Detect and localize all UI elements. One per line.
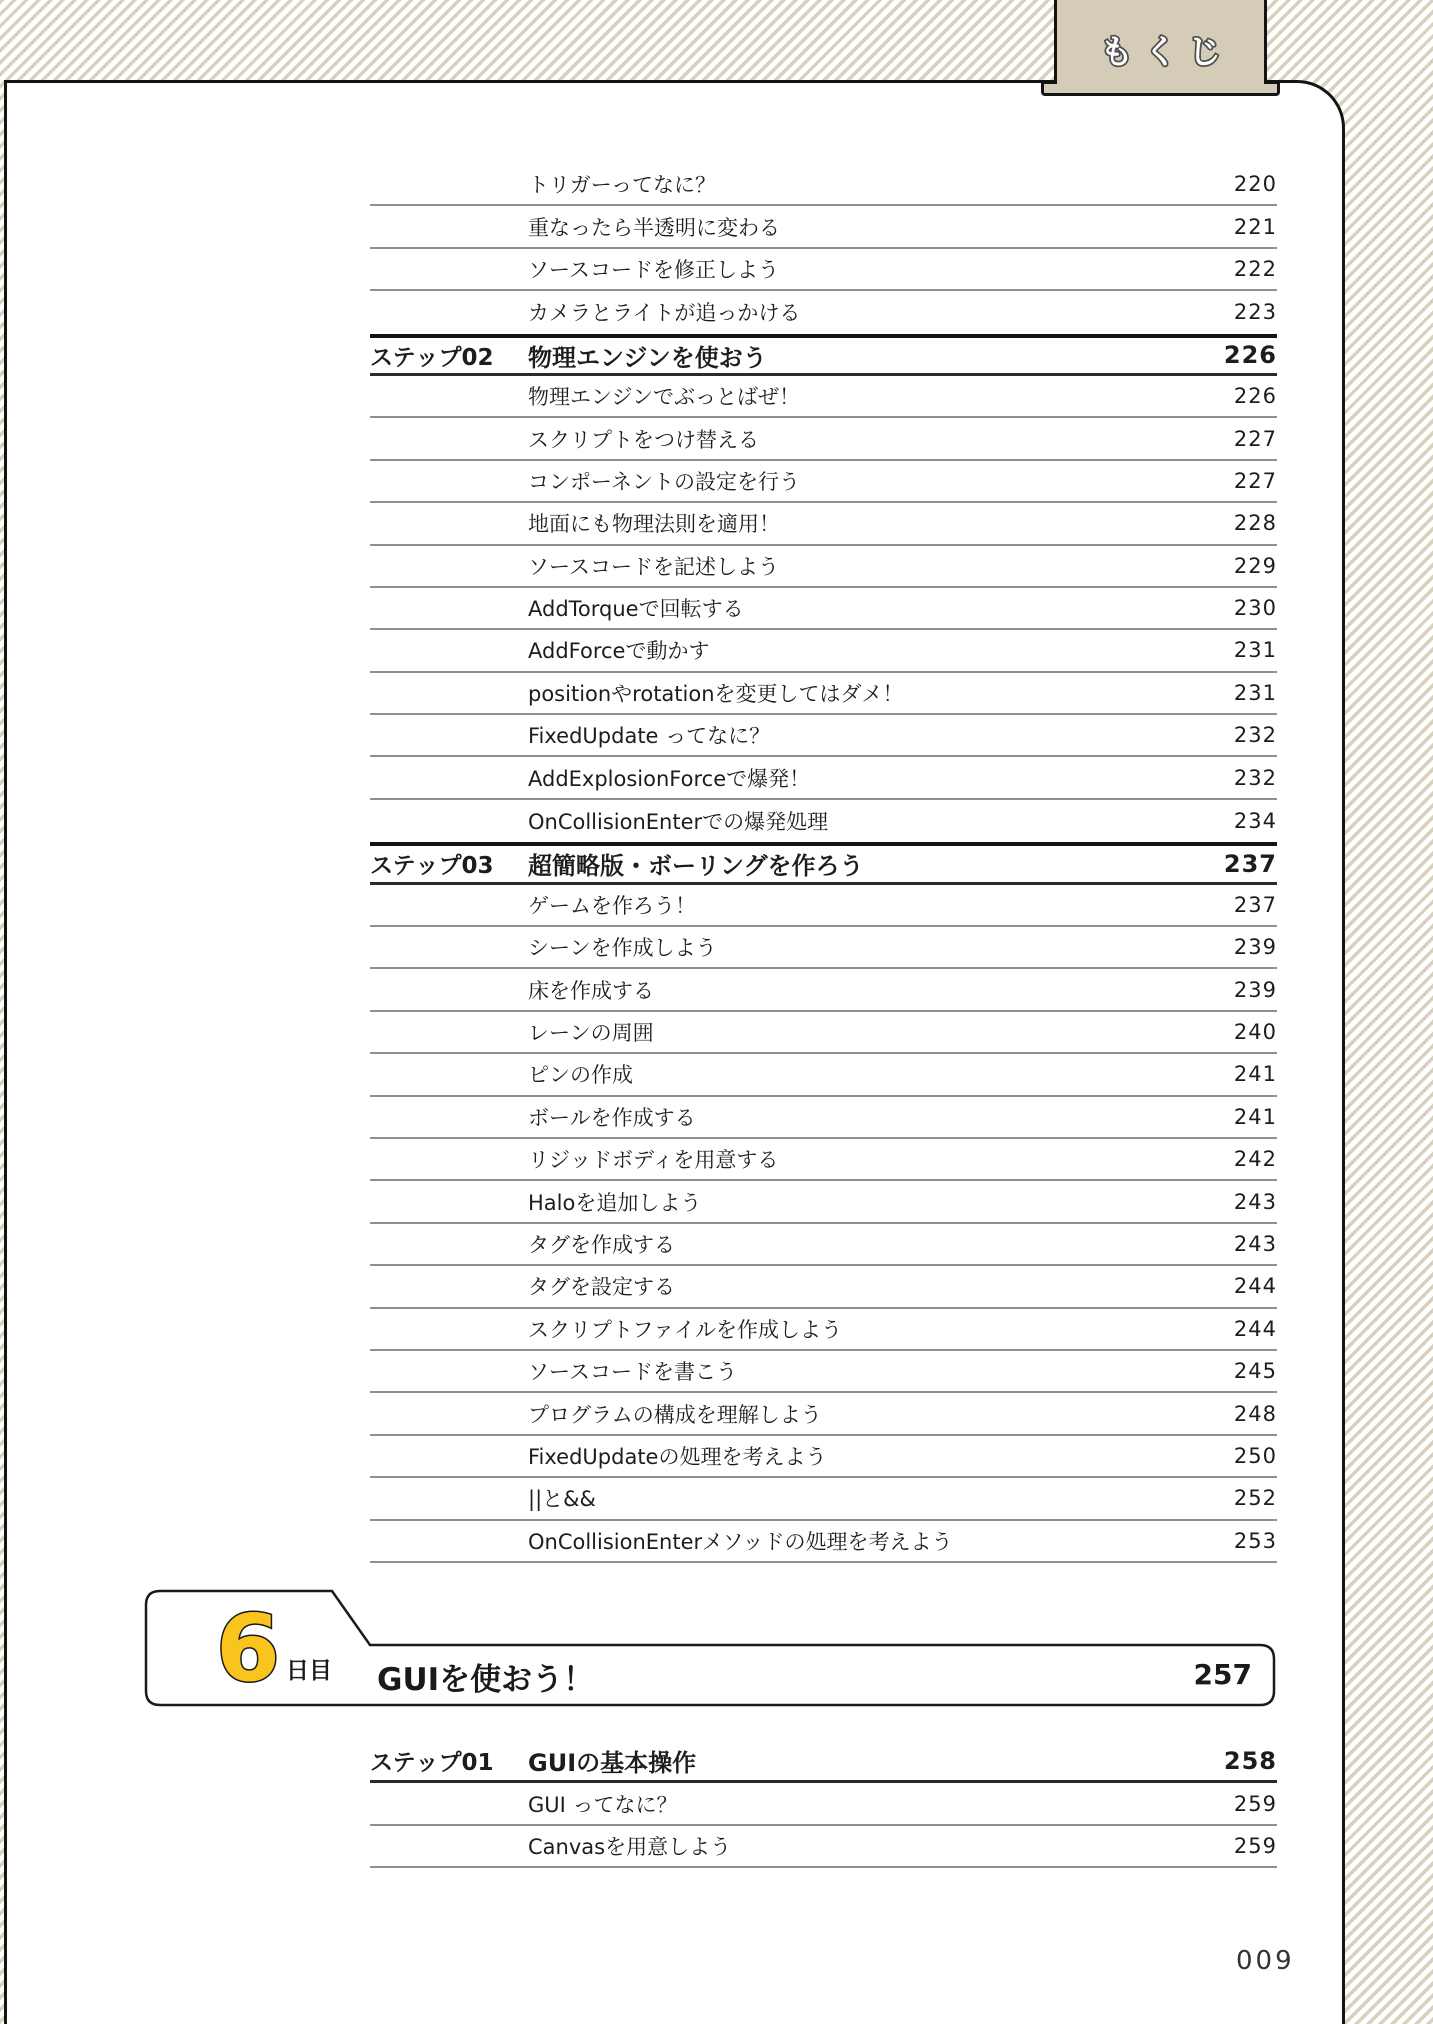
item-title: AddExplosionForceで爆発！ [528,766,811,791]
item-title: カメラとライトが追っかける [528,301,801,326]
toc-item-row [370,291,1277,333]
item-title: リジッドボディを用意する [528,1148,779,1173]
item-page-number: 227 [1233,426,1277,451]
toc-item-row [370,1224,1277,1266]
item-title: OnCollisionEnterでの爆発処理 [528,810,829,835]
step-page-number: 237 [1223,849,1277,878]
item-page-number: 223 [1233,300,1277,325]
item-title: ピンの作成 [528,1063,633,1088]
item-title: OnCollisionEnterメソッドの処理を考えよう [528,1529,953,1554]
item-page-number: 253 [1233,1528,1277,1553]
toc-item-row [370,885,1277,927]
toc-item-row [370,164,1277,206]
toc-item-row [370,1783,1277,1825]
item-title: トリガーってなに？ [528,173,716,198]
item-page-number: 240 [1233,1020,1277,1044]
item-page-number: 241 [1233,1104,1277,1129]
step-label: ステップ02 [370,344,494,371]
day-banner-shape [146,1591,1274,1705]
day-banner-page-number: 257 [1193,1658,1252,1691]
item-page-number: 244 [1233,1316,1277,1341]
item-title: コンポーネントの設定を行う [528,469,800,494]
toc-item-row [370,1521,1277,1563]
item-title: ボールを作成する [528,1105,696,1130]
toc-item-row [370,1393,1277,1435]
item-title: FixedUpdate ってなに？ [528,724,771,749]
toc-item-row [370,1309,1277,1351]
item-page-number: 243 [1233,1189,1277,1214]
item-page-number: 239 [1233,935,1277,960]
step-page-number: 258 [1223,1746,1277,1775]
item-page-number: 221 [1233,214,1277,239]
item-page-number: 259 [1233,1791,1277,1816]
item-title: ソースコードを書こう [528,1360,737,1385]
day-banner-outline [140,1585,1280,1715]
item-page-number: 229 [1233,553,1277,578]
day-number: 6 [216,1602,281,1694]
item-title: FixedUpdateの処理を考えよう [528,1444,827,1469]
item-page-number: 241 [1233,1062,1277,1087]
day-banner-title: GUIを使おう！ [377,1662,595,1698]
toc-item-row [370,1054,1277,1096]
item-title: AddForceで動かす [528,639,710,664]
item-page-number: 245 [1233,1359,1277,1384]
toc-item-row [370,503,1277,545]
item-title: シーンを作成しよう [528,936,717,961]
item-title: 重なったら半透明に変わる [528,215,780,240]
toc-item-row [370,418,1277,460]
item-title: スクリプトファイルを作成しよう [528,1317,842,1342]
toc-item-row [370,1139,1277,1181]
item-page-number: 230 [1233,596,1277,621]
toc-step-row [370,1741,1277,1783]
item-title: AddTorqueで回転する [528,597,744,622]
item-title: ソースコードを記述しよう [528,554,779,579]
item-title: プログラムの構成を理解しよう [528,1402,822,1427]
item-page-number: 243 [1233,1231,1277,1256]
item-title: レーンの周囲 [528,1021,654,1045]
item-title: タグを作成する [528,1232,675,1257]
toc-step-row [370,334,1277,376]
chapter-tab-label: もくじ [1100,32,1232,71]
item-page-number: 228 [1233,511,1277,536]
item-page-number: 250 [1233,1443,1277,1468]
step-title: 超簡略版・ボーリングを作ろう [528,852,864,881]
step-label: ステップ03 [370,853,494,880]
item-title: ||と&& [528,1487,596,1512]
item-title: スクリプトをつけ替える [528,427,759,452]
item-title: 床を作成する [528,978,654,1003]
footer-page-number: 009 [1236,1946,1295,1976]
toc-list-day6 [370,1741,1277,1868]
toc-list-main [370,164,1277,1563]
toc-item-row [370,1436,1277,1478]
item-page-number: 220 [1233,172,1277,197]
day-suffix-label: 日目 [286,1658,332,1684]
toc-item-row [370,461,1277,503]
step-title: 物理エンジンを使おう [528,343,767,372]
item-title: Haloを追加しよう [528,1190,702,1215]
item-page-number: 248 [1233,1401,1277,1426]
item-page-number: 231 [1233,680,1277,705]
toc-item-row [370,376,1277,418]
toc-item-row [370,1097,1277,1139]
toc-item-row [370,969,1277,1011]
item-title: 地面にも物理法則を適用！ [528,512,780,537]
item-title: GUI ってなに？ [528,1792,678,1817]
item-page-number: 222 [1233,256,1277,281]
item-page-number: 234 [1233,809,1277,834]
toc-item-row [370,1266,1277,1308]
item-title: 物理エンジンでぶっとばぜ！ [528,385,800,410]
step-page-number: 226 [1223,341,1277,370]
item-page-number: 237 [1233,892,1277,917]
toc-step-row [370,842,1277,884]
toc-item-row [370,249,1277,291]
toc-item-row [370,715,1277,757]
toc-item-row [370,1826,1277,1868]
step-title: GUIの基本操作 [528,1749,697,1778]
toc-item-row [370,588,1277,630]
toc-item-row [370,630,1277,672]
item-page-number: 252 [1233,1486,1277,1511]
item-title: ソースコードを修正しよう [528,257,779,282]
item-title: ゲームを作ろう！ [528,893,696,918]
item-page-number: 242 [1233,1147,1277,1172]
item-title: Canvasを用意しよう [528,1834,732,1859]
step-label: ステップ01 [370,1750,494,1777]
item-page-number: 244 [1233,1274,1277,1299]
toc-item-row [370,757,1277,799]
toc-item-row [370,206,1277,248]
item-title: タグを設定する [528,1275,675,1300]
toc-item-row [370,1012,1277,1054]
toc-item-row [370,927,1277,969]
item-page-number: 259 [1233,1833,1277,1858]
item-page-number: 226 [1233,384,1277,409]
toc-item-row [370,1351,1277,1393]
item-page-number: 231 [1233,638,1277,663]
chapter-tab-label-svg [1054,0,1267,84]
item-page-number: 227 [1233,468,1277,493]
item-page-number: 232 [1233,723,1277,748]
item-title: positionやrotationを変更してはダメ！ [528,681,904,706]
toc-item-row [370,546,1277,588]
item-page-number: 232 [1233,765,1277,790]
toc-item-row [370,673,1277,715]
toc-item-row [370,800,1277,842]
item-page-number: 239 [1233,977,1277,1002]
toc-item-row [370,1181,1277,1223]
toc-item-row [370,1478,1277,1520]
